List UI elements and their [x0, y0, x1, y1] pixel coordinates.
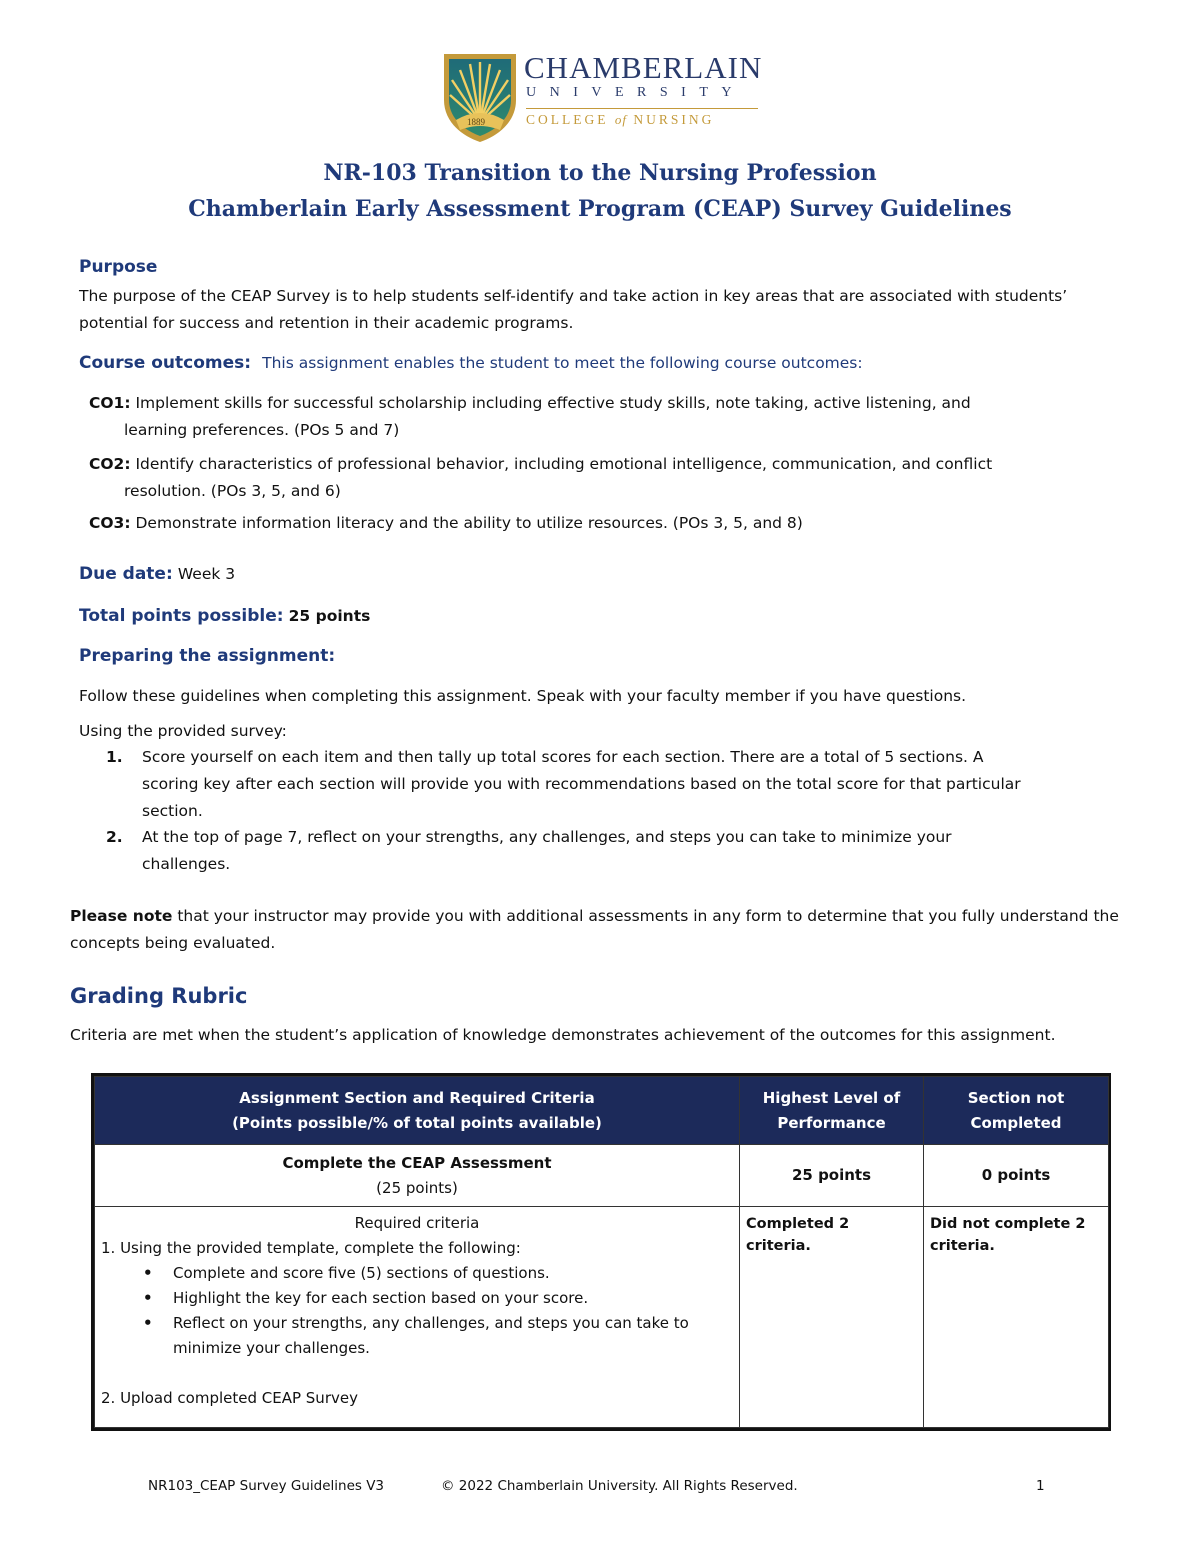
outcome-co2: CO2: Identify characteristics of professional behavior, including emotional intelligence, communication, and conflict resolution. (POs 3, 5, and 6): [89, 455, 993, 500]
total-points: Total points possible: 25 points: [79, 606, 371, 626]
chamberlain-logo: [440, 50, 770, 145]
rubric-table: [91, 1073, 1111, 1431]
rubric-row-criteria: [95, 1207, 1109, 1428]
preparing-using: Using the provided survey:: [79, 722, 287, 740]
rubric-cell-completed: Completed 2 criteria.: [740, 1207, 924, 1428]
outcome-co1: CO1: Implement skills for successful scholarship including effective study skills, note taking, active listening, and learning preferences. (POs 5 and 7): [89, 394, 971, 439]
due-date-value: Week 3: [177, 565, 236, 583]
page-subtitle: Chamberlain Early Assessment Program (CEAP) Survey Guidelines: [188, 196, 1012, 222]
outcome-co3: CO3: Demonstrate information literacy and the ability to utilize resources. (POs 3, 5, and 8): [89, 514, 803, 532]
rubric-cell-not-completed: Did not complete 2 criteria.: [924, 1207, 1109, 1428]
logo-university: UNIVERSITY: [526, 85, 745, 100]
rubric-header-not-completed: Section not Completed: [924, 1077, 1109, 1145]
preparing-step-2: 2. At the top of page 7, reflect on your strengths, any challenges, and steps you can take to minimize your challenges.: [106, 828, 952, 873]
rubric-header-criteria: Assignment Section and Required Criteria (Points possible/% of total points available): [95, 1077, 740, 1145]
purpose-text: The purpose of the CEAP Survey is to help students self-identify and take action in key areas that are associated with students’ potential for success and retention in their academic programs.: [79, 287, 1068, 332]
logo-divider: [526, 108, 758, 109]
rubric-header-highest: Highest Level of Performance: [740, 1077, 924, 1145]
total-points-value: 25 points: [288, 607, 371, 625]
rubric-cell-none-points: 0 points: [924, 1145, 1109, 1207]
please-note: Please note that your instructor may provide you with additional assessments in any form to determine that you fully understand the concepts being evaluated.: [70, 907, 1119, 952]
preparing-step-1: 1. Score yourself on each item and then tally up total scores for each section. There are a total of 5 sections. A scoring key after each section will provide you with recommendations based on the total score for that particular section.: [106, 748, 1021, 820]
footer-doc-name: NR103_CEAP Survey Guidelines V3: [148, 1478, 385, 1494]
due-date: Due date: Week 3: [79, 564, 236, 584]
logo-college: COLLEGE of NURSING: [526, 112, 715, 127]
list-item: • Reflect on your strengths, any challenges, and steps you can take to minimize your challenges.: [173, 1311, 733, 1361]
list-item: • Highlight the key for each section based on your score.: [173, 1286, 733, 1311]
logo-brand: CHAMBERLAIN: [524, 50, 763, 85]
rubric-criteria-list: [101, 1261, 733, 1361]
preparing-intro: Follow these guidelines when completing this assignment. Speak with your faculty member if you have questions.: [79, 687, 967, 705]
page-title: NR-103 Transition to the Nursing Profession: [323, 160, 877, 186]
preparing-heading: Preparing the assignment:: [79, 646, 336, 666]
course-outcomes-intro: This assignment enables the student to meet the following course outcomes:: [262, 354, 863, 372]
grading-rubric-heading: Grading Rubric: [70, 984, 248, 1008]
footer-copyright: © 2022 Chamberlain University. All Rights Reserved.: [441, 1478, 798, 1494]
grading-rubric-intro: Criteria are met when the student’s application of knowledge demonstrates achievement of the outcomes for this assignment.: [70, 1026, 1056, 1044]
course-outcomes: [79, 353, 1139, 373]
list-item: • Complete and score five (5) sections of questions.: [173, 1261, 733, 1286]
shield-emblem-icon: [440, 50, 520, 145]
purpose-heading: Purpose: [79, 257, 158, 277]
rubric-row-assessment: [95, 1145, 1109, 1207]
rubric-header-row: [95, 1077, 1109, 1145]
course-outcomes-label: Course outcomes:: [79, 353, 252, 373]
footer-page-number: 1: [1036, 1478, 1045, 1494]
rubric-cell-highest-points: 25 points: [740, 1145, 924, 1207]
rubric-cell-assessment-title: Complete the CEAP Assessment (25 points): [95, 1145, 740, 1207]
logo-year: 1889: [467, 117, 485, 127]
rubric-cell-criteria: Required criteria 1. Using the provided template, complete the following: • Complete and score five (5) sections of questions. • Highlight the key for each section based on your score. • Reflect on your strengths, any challenges, and steps you can take to minimize your challenges. 2. Upload completed CEAP Survey: [95, 1207, 740, 1428]
